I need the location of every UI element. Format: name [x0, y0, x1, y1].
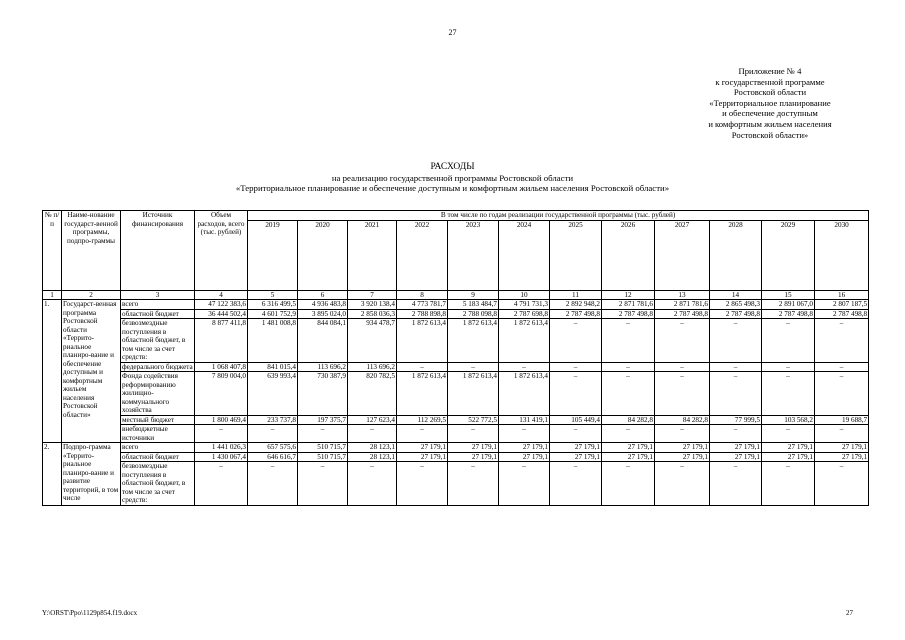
year-value-cell: 6 316 499,5	[248, 300, 298, 310]
year-value-cell: –	[499, 362, 550, 372]
table-row	[43, 425, 869, 443]
year-value-cell: 27 179,1	[499, 443, 550, 453]
year-value-cell: 3 895 024,0	[298, 309, 348, 319]
year-value-cell: 2 787 698,8	[499, 309, 550, 319]
section-number: 2.	[43, 443, 62, 506]
year-value-cell: 2 787 498,8	[815, 309, 869, 319]
table-row	[43, 372, 869, 416]
year-value-cell: –	[655, 425, 710, 443]
year-value-cell: –	[602, 425, 655, 443]
year-value-cell: 84 282,8	[655, 415, 710, 425]
funding-source: безвозмездные поступления в областной бюджет, в том числе за счет средств:	[121, 319, 195, 363]
year-value-cell: –	[815, 372, 869, 416]
year-value-cell: 730 387,9	[298, 372, 348, 416]
column-index-cell: 2	[62, 290, 121, 300]
year-value-cell: –	[248, 462, 298, 506]
year-value-cell: –	[815, 462, 869, 506]
year-value-cell: –	[762, 462, 815, 506]
column-index-cell: 11	[550, 290, 602, 300]
appendix-line: «Территориальное планирование	[709, 97, 831, 108]
funding-source: областной бюджет	[121, 309, 195, 319]
year-value-cell: –	[397, 362, 448, 372]
funding-source: областной бюджет	[121, 452, 195, 462]
year-value-cell: 510 715,7	[298, 452, 348, 462]
header-year: 2020	[298, 220, 348, 290]
funding-source: внебюджетные источники	[121, 425, 195, 443]
total-value-cell: 36 444 502,4	[195, 309, 248, 319]
year-value-cell: –	[602, 319, 655, 363]
year-value-cell: 2 865 498,3	[710, 300, 762, 310]
title-line-2: «Территориальное планирование и обеспечение доступным и комфортным жильем населения Ростовской области»	[235, 183, 670, 194]
total-value-cell: 1 441 026,3	[195, 443, 248, 453]
year-value-cell: 28 123,1	[348, 452, 397, 462]
table-row	[43, 452, 869, 462]
year-value-cell: 1 872 613,4	[397, 319, 448, 363]
year-value-cell: 2 858 036,3	[348, 309, 397, 319]
year-value-cell: 1 872 613,4	[499, 319, 550, 363]
funding-source: безвозмездные поступления в областной бюджет, в том числе за счет средств:	[121, 462, 195, 506]
year-value-cell: 2 871 781,6	[602, 300, 655, 310]
page-number-top: 27	[448, 28, 457, 37]
year-value-cell: 27 179,1	[602, 452, 655, 462]
year-value-cell: –	[710, 319, 762, 363]
year-value-cell: 2 787 498,8	[710, 309, 762, 319]
funding-source: всего	[121, 443, 195, 453]
header-name: Наиме-нование государст-венной программы, подпро-граммы	[62, 211, 121, 291]
header-source: Источник финансирования	[121, 211, 195, 291]
total-value-cell: 1 430 067,4	[195, 452, 248, 462]
year-value-cell: 820 782,5	[348, 372, 397, 416]
header-year: 2025	[550, 220, 602, 290]
header-years-caption: В том числе по годам реализации государственной программы (тыс. рублей)	[248, 211, 869, 221]
header-year: 2019	[248, 220, 298, 290]
year-value-cell: 27 179,1	[602, 443, 655, 453]
year-value-cell: –	[710, 372, 762, 416]
header-year: 2026	[602, 220, 655, 290]
year-value-cell: 1 872 613,4	[448, 372, 499, 416]
table-row	[43, 462, 869, 506]
year-value-cell: –	[550, 362, 602, 372]
year-value-cell: 4 791 731,3	[499, 300, 550, 310]
column-index-cell: 16	[815, 290, 869, 300]
year-value-cell: 127 623,4	[348, 415, 397, 425]
year-value-cell: –	[655, 319, 710, 363]
year-value-cell: –	[815, 362, 869, 372]
header-year: 2029	[762, 220, 815, 290]
year-value-cell: 27 179,1	[762, 452, 815, 462]
total-value-cell: 1 800 469,4	[195, 415, 248, 425]
title-main: РАСХОДЫ	[430, 162, 475, 172]
appendix-line: Ростовской области	[733, 87, 807, 98]
header-row	[43, 211, 869, 221]
table-body	[43, 300, 869, 506]
year-value-cell: –	[762, 372, 815, 416]
year-value-cell: –	[397, 425, 448, 443]
table-row	[43, 319, 869, 363]
year-value-cell: –	[550, 372, 602, 416]
year-value-cell: 2 892 948,2	[550, 300, 602, 310]
year-value-cell: 113 696,2	[348, 362, 397, 372]
year-value-cell: 131 419,1	[499, 415, 550, 425]
appendix-line: и комфортным жильем населения	[708, 118, 832, 129]
year-value-cell: 84 282,8	[602, 415, 655, 425]
year-value-cell: 27 179,1	[448, 452, 499, 462]
year-value-cell: 510 715,7	[298, 443, 348, 453]
table-row	[43, 443, 869, 453]
year-value-cell: –	[348, 462, 397, 506]
column-index-cell: 1	[43, 290, 62, 300]
column-index-cell: 14	[710, 290, 762, 300]
header-year: 2024	[499, 220, 550, 290]
column-index-cell: 12	[602, 290, 655, 300]
year-value-cell: 2 787 498,8	[602, 309, 655, 319]
expenses-table	[42, 210, 869, 506]
year-value-cell: 522 772,5	[448, 415, 499, 425]
appendix-note	[650, 66, 890, 140]
table-row	[43, 300, 869, 310]
year-value-cell: 646 616,7	[248, 452, 298, 462]
appendix-line: к государственной программе	[715, 76, 825, 87]
year-value-cell: –	[448, 362, 499, 372]
year-value-cell: –	[499, 462, 550, 506]
column-index-cell: 10	[499, 290, 550, 300]
year-value-cell: 27 179,1	[710, 443, 762, 453]
year-value-cell: 27 179,1	[655, 452, 710, 462]
year-value-cell: 233 737,8	[248, 415, 298, 425]
year-value-cell: –	[448, 462, 499, 506]
appendix-line: Ростовской области»	[731, 129, 809, 140]
year-value-cell: –	[550, 425, 602, 443]
footer-page-number: 27	[846, 609, 853, 617]
table-row	[43, 415, 869, 425]
year-value-cell: –	[248, 425, 298, 443]
year-value-cell: –	[710, 362, 762, 372]
year-value-cell: –	[298, 462, 348, 506]
header-year: 2030	[815, 220, 869, 290]
year-value-cell: 27 179,1	[815, 452, 869, 462]
column-index-row	[43, 290, 869, 300]
year-value-cell: 27 179,1	[815, 443, 869, 453]
table-row	[43, 309, 869, 319]
year-value-cell: –	[762, 319, 815, 363]
document-title	[0, 162, 905, 194]
total-value-cell: 8 877 411,8	[195, 319, 248, 363]
year-value-cell: 28 123,1	[348, 443, 397, 453]
header-volume: Объем расходов, всего (тыс. рублей)	[195, 211, 248, 291]
year-value-cell: 639 993,4	[248, 372, 298, 416]
column-index-cell: 5	[248, 290, 298, 300]
year-value-cell: 1 481 008,8	[248, 319, 298, 363]
year-value-cell: 841 015,4	[248, 362, 298, 372]
year-value-cell: 197 375,7	[298, 415, 348, 425]
year-value-cell: 1 872 613,4	[499, 372, 550, 416]
table-row	[43, 362, 869, 372]
column-index-cell: 6	[298, 290, 348, 300]
year-value-cell: 27 179,1	[762, 443, 815, 453]
column-index-cell: 8	[397, 290, 448, 300]
header-year: 2021	[348, 220, 397, 290]
header-year: 2023	[448, 220, 499, 290]
year-value-cell: –	[762, 362, 815, 372]
year-value-cell: 27 179,1	[655, 443, 710, 453]
year-value-cell: 27 179,1	[499, 452, 550, 462]
year-value-cell: 4 936 483,8	[298, 300, 348, 310]
year-value-cell: 657 575,6	[248, 443, 298, 453]
year-value-cell: –	[550, 462, 602, 506]
year-value-cell: –	[397, 462, 448, 506]
year-value-cell: –	[348, 425, 397, 443]
column-index-cell: 3	[121, 290, 195, 300]
year-value-cell: 113 696,2	[298, 362, 348, 372]
year-value-cell: 2 787 498,8	[762, 309, 815, 319]
year-value-cell: –	[710, 462, 762, 506]
section-number: 1.	[43, 300, 62, 443]
year-value-cell: 103 568,2	[762, 415, 815, 425]
column-index-cell: 4	[195, 290, 248, 300]
header-year: 2028	[710, 220, 762, 290]
year-value-cell: –	[448, 425, 499, 443]
year-value-cell: –	[602, 372, 655, 416]
year-value-cell: 77 999,5	[710, 415, 762, 425]
year-value-cell: 27 179,1	[710, 452, 762, 462]
year-value-cell: –	[499, 425, 550, 443]
total-value-cell: 7 809 004,0	[195, 372, 248, 416]
year-value-cell: –	[710, 425, 762, 443]
year-value-cell: –	[655, 372, 710, 416]
column-index-cell: 15	[762, 290, 815, 300]
column-index-cell: 7	[348, 290, 397, 300]
column-index-cell: 13	[655, 290, 710, 300]
year-value-cell: –	[815, 425, 869, 443]
funding-source: местный бюджет	[121, 415, 195, 425]
section-name: Государст-венная программа Ростовской области «Террито-риальное планиро-вание и обеспечение доступным и комфортным жильем населения Ростовской области»	[62, 300, 121, 443]
year-value-cell: 27 179,1	[448, 443, 499, 453]
year-value-cell: –	[655, 362, 710, 372]
year-value-cell: –	[815, 319, 869, 363]
section-name: Подпро-грамма «Террито-риальное планиро-вание и развитие территорий, в том числе	[62, 443, 121, 506]
year-value-cell: –	[298, 425, 348, 443]
year-value-cell: 3 920 138,4	[348, 300, 397, 310]
total-value-cell: 1 068 407,8	[195, 362, 248, 372]
total-value-cell: 47 122 383,6	[195, 300, 248, 310]
year-value-cell: 1 872 613,4	[397, 372, 448, 416]
year-value-cell: 4 601 752,9	[248, 309, 298, 319]
appendix-line: Приложение № 4	[738, 66, 802, 76]
header-year: 2022	[397, 220, 448, 290]
total-value-cell: –	[195, 425, 248, 443]
year-value-cell: 2 787 498,8	[655, 309, 710, 319]
year-value-cell: 19 688,7	[815, 415, 869, 425]
year-value-cell: 934 478,7	[348, 319, 397, 363]
title-line-1: на реализацию государственной программы Ростовской области	[331, 172, 574, 183]
year-value-cell: 1 872 613,4	[448, 319, 499, 363]
year-value-cell: –	[762, 425, 815, 443]
funding-source: Фонда содействия реформированию жилищно-коммунального хозяйства	[121, 372, 195, 416]
year-value-cell: 27 179,1	[397, 452, 448, 462]
year-value-cell: 27 179,1	[397, 443, 448, 453]
year-value-cell: –	[602, 362, 655, 372]
year-value-cell: 4 773 781,7	[397, 300, 448, 310]
footer-file-path: Y:\ORST\Ppo\1129p854.f19.docx	[42, 609, 138, 617]
year-value-cell: 2 807 187,5	[815, 300, 869, 310]
year-value-cell: –	[655, 462, 710, 506]
header-year: 2027	[655, 220, 710, 290]
header-num: № п/п	[43, 211, 62, 291]
funding-source: всего	[121, 300, 195, 310]
appendix-line: и обеспечение доступным	[722, 108, 818, 119]
year-value-cell: 2 788 898,8	[397, 309, 448, 319]
year-value-cell: 2 788 098,8	[448, 309, 499, 319]
year-value-cell: 2 871 781,6	[655, 300, 710, 310]
year-value-cell: 112 269,5	[397, 415, 448, 425]
year-value-cell: 27 179,1	[550, 443, 602, 453]
year-value-cell: 105 449,4	[550, 415, 602, 425]
year-value-cell: 844 084,1	[298, 319, 348, 363]
year-value-cell: –	[602, 462, 655, 506]
year-value-cell: –	[550, 319, 602, 363]
column-index-cell: 9	[448, 290, 499, 300]
year-value-cell: 27 179,1	[550, 452, 602, 462]
funding-source: федерального бюджета	[122, 362, 193, 371]
total-value-cell: –	[195, 462, 248, 506]
year-value-cell: 2 787 498,8	[550, 309, 602, 319]
year-value-cell: 2 891 067,0	[762, 300, 815, 310]
year-value-cell: 5 183 484,7	[448, 300, 499, 310]
